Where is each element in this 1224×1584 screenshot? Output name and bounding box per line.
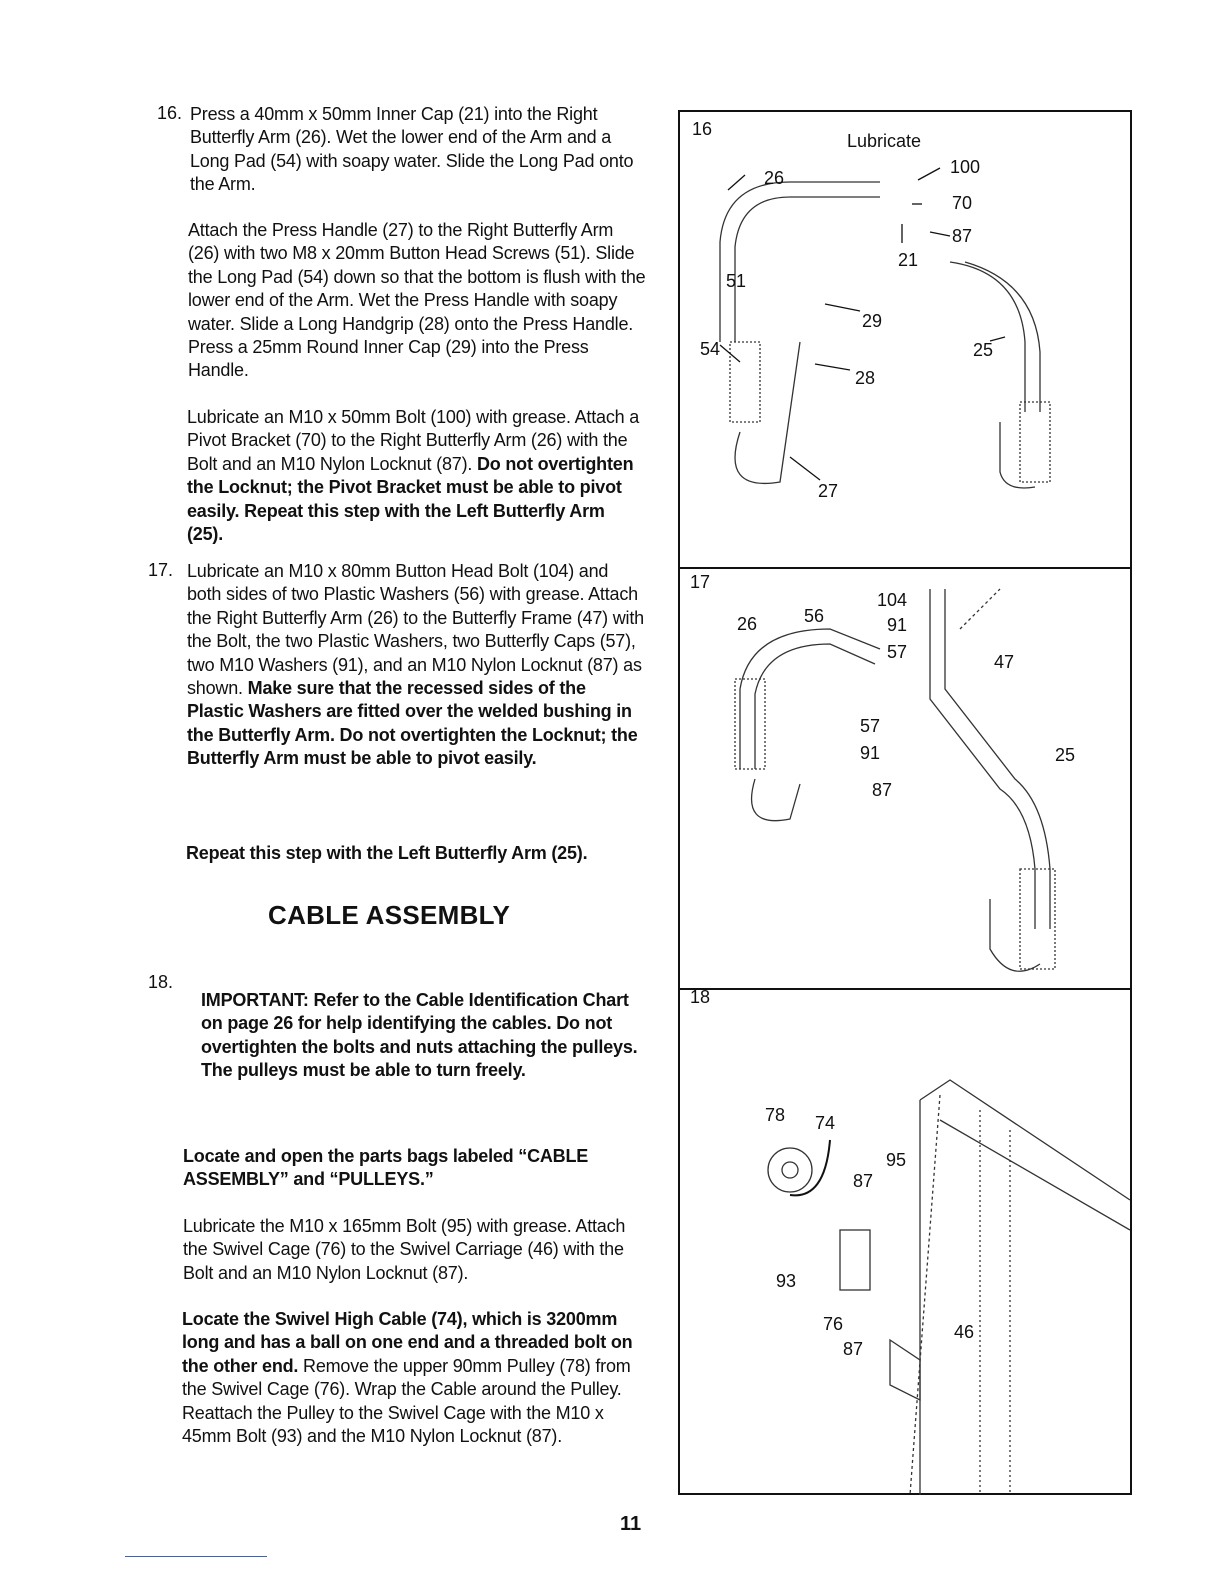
callout-76: 76 [823,1314,844,1334]
step-18-number: 18. [148,972,174,992]
step-17-para-1 [187,560,645,771]
step-16-para-2: Attach the Press Handle (27) to the Right Butterfly Arm (26) with two M8 x 20mm Button Head Screws (51). Slide the Long Pad (54) down so that the bottom is flush with the lower end of the Arm. Wet the Press Handle with soapy water. Slide a Long Handgrip (28) onto the Press Handle. Press a 25mm Round Inner Cap (29) into the Press Handle. [188,220,646,381]
callout-46: 46 [954,1322,975,1342]
step-18-important-text: IMPORTANT: Refer to the Cable Identification Chart on page 26 for help identifying the cables. Do not overtighten the bolts and nuts attaching the pulleys. The pulleys must be able to turn freely. [201,990,638,1081]
step-18-para-3 [182,1308,640,1448]
callout-104: 104 [877,590,908,610]
callout-51: 51 [726,271,747,291]
callout-25: 25 [1055,745,1076,765]
step-16-para-3 [187,406,645,546]
callout-57-lower: 57 [860,716,881,736]
callout-87: 87 [952,226,973,246]
step-18-para-3-text: Remove the upper 90mm Pulley (78) from the Swivel Cage (76). Wrap the Cable around the Pulley. Reattach the Pulley to the Swivel Cage with the M10 x 45mm Bolt (93) and the M10 Nylon Locknut (87). [182,1355,631,1447]
figure-panel [678,110,1132,1495]
step-17-repeat-text: Repeat this step with the Left Butterfly Arm (25). [186,843,588,863]
callout-91-lower: 91 [860,743,881,763]
callout-78: 78 [765,1105,786,1125]
step-18-para-1 [183,1145,641,1192]
callout-87-lower: 87 [843,1339,864,1359]
callout-100: 100 [950,157,981,177]
figure-18 [680,987,1130,1495]
callout-74: 74 [815,1113,836,1133]
figure-16-lubricate-note: Lubricate [847,131,922,151]
step-17-para-1-text: Lubricate an M10 x 80mm Button Head Bolt (104) and both sides of two Plastic Washers (56) with grease. Attach the Right Butterfly Arm (26) to the Butterfly Frame (47) with the Bolt, the two Plastic Washers, two Butterfly Caps (57), two M10 Washers (91), and an M10 Nylon Locknut (87) as shown. [187,561,644,699]
callout-47: 47 [994,652,1015,672]
callout-57: 57 [887,642,908,662]
callout-21: 21 [898,250,919,270]
callout-87: 87 [853,1171,874,1191]
callout-26: 26 [737,614,758,634]
step-16-warning: Do not overtighten the Locknut; the Pivot Bracket must be able to pivot easily. Repeat this step with the Left Butterfly Arm (25). [187,453,634,545]
section-heading: CABLE ASSEMBLY [268,900,511,930]
callout-95: 95 [886,1150,907,1170]
step-17-number: 17. [148,560,174,580]
callout-70: 70 [952,193,973,213]
figure-18-drawing [680,987,1130,1495]
page-number: 11 [620,1513,642,1535]
callout-27: 27 [818,481,839,501]
figure-16-drawing [680,112,1130,567]
step-18-important [201,989,641,1083]
figure-17 [680,569,1130,988]
figure-18-label: 18 [690,987,711,1007]
callout-26: 26 [764,168,785,188]
callout-29: 29 [862,311,883,331]
step-17-repeat [186,842,644,865]
callout-54: 54 [700,339,721,359]
step-16-number: 16. [157,103,183,123]
callout-25: 25 [973,340,994,360]
figure-16-number: 16 [692,119,713,139]
step-18-para-2: Lubricate the M10 x 165mm Bolt (95) with grease. Attach the Swivel Cage (76) to the Swivel Carriage (46) with the Bolt and an M10 Nylon Locknut (87). [183,1216,626,1283]
step-17-warning: Make sure that the recessed sides of the Plastic Washers are fitted over the welded bushing in the Butterfly Arm. Do not overtighten the Locknut; the Butterfly Arm must be able to pivot easily. [187,678,638,769]
callout-56: 56 [804,606,825,626]
figure-17-number: 17 [690,572,711,592]
step-16-para-3-text: Lubricate an M10 x 50mm Bolt (100) with grease. Attach a Pivot Bracket (70) to the Right Butterfly Arm (26) with the Bolt and an M10 Nylon Locknut (87). [187,407,640,474]
callout-91: 91 [887,615,908,635]
footer-rule [125,1556,267,1557]
step-18-para-1-text: Locate and open the parts bags labeled “CABLE ASSEMBLY” and “PULLEYS.” [183,1146,589,1190]
callout-93: 93 [776,1271,797,1291]
figure-16 [680,112,1130,567]
step-18-para-3-bold: Locate the Swivel High Cable (74), which is 3200mm long and has a ball on one end and a threaded bolt on the other end. [182,1309,633,1376]
callout-87: 87 [872,780,893,800]
step-16-para-1: Press a 40mm x 50mm Inner Cap (21) into the Right Butterfly Arm (26). Wet the lower end of the Arm and a Long Pad (54) with soapy water. Slide the Long Pad onto the Arm. [190,104,634,195]
callout-28: 28 [855,368,876,388]
